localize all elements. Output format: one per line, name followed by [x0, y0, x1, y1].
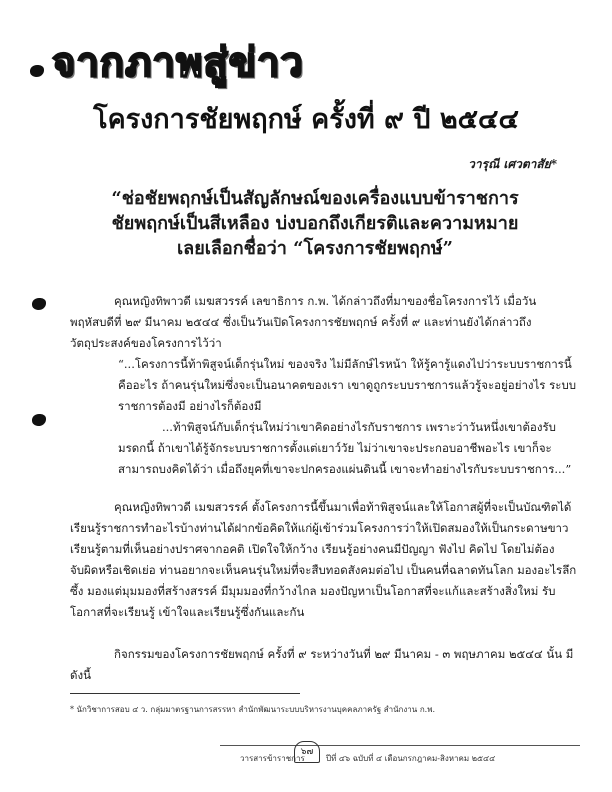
footnote-divider — [70, 693, 300, 694]
ink-mark-icon — [32, 298, 46, 310]
pull-quote-line: เลยเลือกชื่อว่า “โครงการชัยพฤกษ์” — [177, 238, 453, 259]
quote-text: “...โครงการนี้ท้าพิสูจน์เด็กรุ่นใหม่ ของจริง ไม่มีลักษ์ไรหน้า ให้รู้คารู้แดงไปว่าระบบราชการนี้คืออะไร ถ้าคนรุ่นใหม่ซึ่งจะเป็นอนาคตของเรา เขาดูถูกระบบราชการแล้วรู้จะอยู่อย่างไร ระบบราชการต้องมี อย่างไรก็ต้องมี — [118, 357, 577, 413]
section-header: จากภาพสู่ข่าว — [52, 40, 304, 86]
paragraph-text: คุณหญิงทิพาวดี เมฆสวรรค์ ตั้งโครงการนี้ขึ้นมาเพื่อท้าพิสูจน์และให้โอกาสผู้ที่จะเป็นบัณฑิตได้เรียนรู้ราชการทำอะไรบ้างท่านได้ฝากข้อคิดให้แก่ผู้เข้าร่วมโครงการว่าให้เปิดสมองให้เป็นกระดาษขาว เรียนรู้ตามที่เห็นอย่างปราศจากอคติ เปิดใจให้กว้าง เรียนรู้อย่างคนมีปัญญา ฟังไป คิดไป โดยไม่ต้องจับผิดหรือเชิดเย่อ ท่านอยากจะเห็นคนรุ่นใหม่ที่จะสืบทอดสังคมต่อไป เป็นคนที่ฉลาดทันโลก มองอะไรลึกซึ้ง มองแต่มุมมองที่สร้างสรรค์ มีมุมมองที่กว้างไกล มองปัญหาเป็นโอกาสที่จะแก้และสร้างสิ่งใหม่ รับโอกาสที่จะเรียนรู้ เข้าใจและเรียนรู้ซึ่งกันและกัน — [70, 500, 577, 619]
page-number: ๖๗ — [294, 741, 320, 763]
ink-mark-icon — [32, 414, 46, 426]
paragraph-intro — [70, 291, 580, 354]
quote-block-1 — [118, 354, 580, 417]
footer-issue-info: ปีที่ ๔๖ ฉบับที่ ๔ เดือนกรกฎาคม-สิงหาคม ๒๕๔๔ — [326, 754, 496, 763]
paragraph-main — [70, 497, 580, 623]
pull-quote — [60, 186, 570, 261]
footer-divider — [220, 745, 580, 746]
paragraph-activities — [70, 644, 580, 686]
pull-quote-line: “ช่อชัยพฤกษ์เป็นสัญลักษณ์ของเครื่องแบบข้าราชการ — [111, 188, 519, 209]
quote-text: ...ท้าพิสูจน์กับเด็กรุ่นใหม่ว่าเขาคิดอย่างไรกับราชการ เพราะว่าวันหนึ่งเขาต้องรับมรดกนี้ ถ้าเขาได้รู้จักระบบราชการตั้งแต่เยาว์วัย ไม่ว่าเขาจะประกอบอาชีพอะไร เขาก็จะสามารถบงคิดได้ว่า เมื่อถึงยุคที่เขาจะปกครองแผ่นดินนี้ เขาจะทำอย่างไรกับระบบราชการ...” — [118, 420, 572, 476]
paragraph-text: คุณหญิงทิพาวดี เมฆสวรรค์ เลขาธิการ ก.พ. ได้กล่าวถึงที่มาของชื่อโครงการไว้ เมื่อวันพฤหัสบดีที่ ๒๙ มีนาคม ๒๕๔๔ ซึ่งเป็นวันเปิดโครงการชัยพฤกษ์ ครั้งที่ ๙ และท่านยังได้กล่าวถึงวัตถุประสงค์ของโครงการไว้ว่า — [70, 294, 537, 350]
quote-block-2 — [118, 417, 580, 480]
article-title: โครงการชัยพฤกษ์ ครั้งที่ ๙ ปี ๒๕๔๔ — [93, 104, 519, 135]
pull-quote-line: ชัยพฤกษ์เป็นสีเหลือง บ่งบอกถึงเกียรติและความหมาย — [111, 213, 519, 234]
ink-mark-icon — [30, 65, 44, 77]
footer-journal-name: วารสารข้าราชการ — [240, 754, 305, 763]
author-name: วารุณี เศวตาสัย* — [468, 157, 557, 171]
paragraph-text: กิจกรรมของโครงการชัยพฤกษ์ ครั้งที่ ๙ ระหว่างวันที่ ๒๙ มีนาคม - ๓ พฤษภาคม ๒๕๔๔ นั้น มีดังนี้ — [70, 647, 574, 682]
footnote: * นักวิชาการสอบ ๔ ว. กลุ่มมาตรฐานการสรรหา สำนักพัฒนาระบบบริหารงานบุคคลภาครัฐ สำนักงาน ก.พ. — [70, 705, 436, 714]
